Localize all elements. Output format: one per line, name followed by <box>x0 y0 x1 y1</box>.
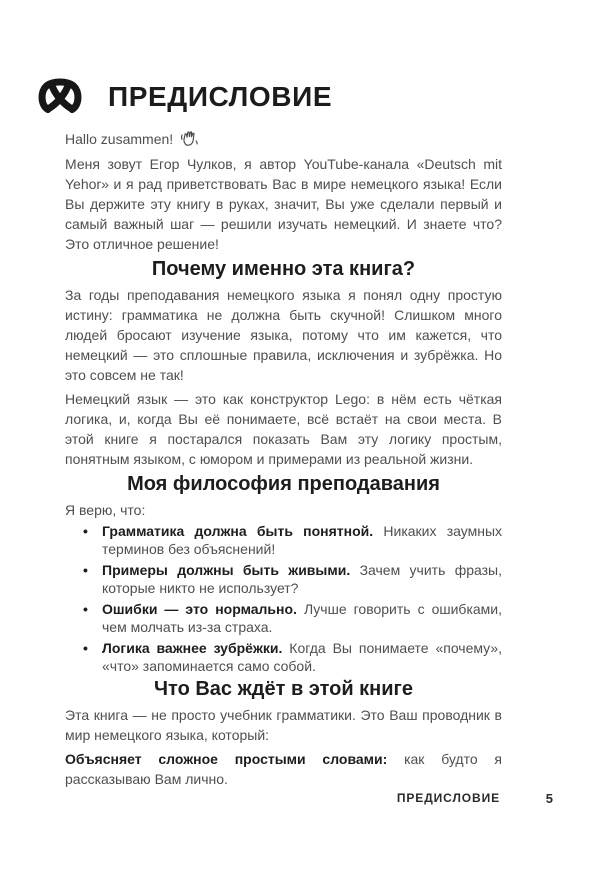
list-item-text: Лучше говорить с ошибками, чем молчать из-за страха. <box>102 601 502 635</box>
list-item-text: Зачем учить фразы, которые никто не использует? <box>102 562 503 596</box>
list-item-bold: Грамматика должна быть понятной. <box>102 523 374 539</box>
expect-item-text: как будто я рассказываю Вам лично. <box>65 751 502 787</box>
why-paragraph-1: За годы преподавания немецкого языка я понял одну простую истину: грамматика не должна быть скучной! Слишком много людей бросают изучение языка, потому что им кажется, что немецкий — это сплошные правила, исключения и зубрёжка. Но это совсем не так! <box>65 287 502 383</box>
section-heading-philosophy: Моя философия преподавания <box>127 473 440 495</box>
page-number: 5 <box>545 791 553 806</box>
list-item-bold: Примеры должны быть живыми. <box>102 562 351 578</box>
philosophy-lead: Я верю, что: <box>65 502 146 518</box>
list-item-grammar <box>102 522 502 558</box>
list-item-text: Никаких заумных терминов без объяснений! <box>102 523 503 557</box>
section-heading-expect: Что Вас ждёт в этой книге <box>153 678 414 700</box>
list-item-text: Когда Вы понимаете «почему», «что» запоминается само собой. <box>102 640 503 674</box>
chapter-title: ПРЕДИСЛОВИЕ <box>108 80 333 112</box>
list-item-examples <box>102 561 502 597</box>
greeting-text: Hallo zusammen! <box>65 131 174 147</box>
pretzel-icon <box>38 76 82 117</box>
list-item-bold: Логика важнее зубрёжки. <box>102 640 283 656</box>
expect-item-paragraph <box>65 749 502 789</box>
expect-item-bold: Объясняет сложное простыми словами: <box>65 751 388 767</box>
why-paragraph-2: Немецкий язык — это как конструктор Lego: в нём есть чёткая логика, и, когда Вы её понимаете, всё встаёт на свои места. В этой книге я постарался показать Вам эту логику простым, понятным языком, с юмором и примерами из реальной жизни. <box>65 391 502 467</box>
greeting-line <box>65 129 502 149</box>
section-heading-why: Почему именно эта книга? <box>151 258 416 280</box>
running-head: ПРЕДИСЛОВИЕ <box>396 791 500 805</box>
list-item-mistakes <box>102 600 502 636</box>
page-footer <box>0 791 600 811</box>
expect-paragraph: Эта книга — не просто учебник грамматики. Это Ваш проводник в мир немецкого языка, который: <box>65 707 502 743</box>
chapter-header <box>38 76 502 117</box>
list-item-logic <box>102 639 502 675</box>
philosophy-list <box>65 522 502 675</box>
waving-hand-icon <box>180 129 199 148</box>
intro-paragraph: Меня зовут Егор Чулков, я автор YouTube-канала «Deutsch mit Yehor» и я рад приветствовать Вас в мире немецкого языка! Если Вы держите эту книгу в руках, значит, Вы уже сделали первый и самый важный шаг — решили изучать немецкий. И знаете что? Это отличное решение! <box>65 156 502 252</box>
list-item-bold: Ошибки — это нормально. <box>102 601 297 617</box>
